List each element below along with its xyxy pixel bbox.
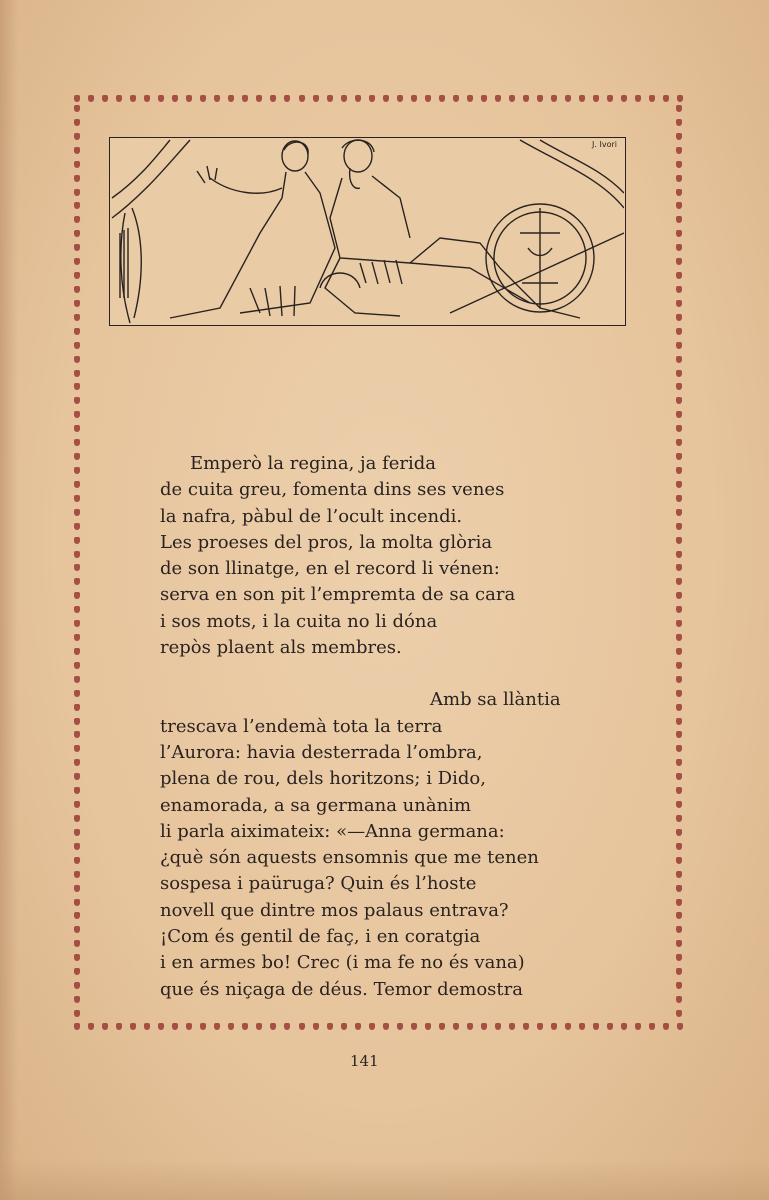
- ornament-glyph: [676, 383, 682, 390]
- ornamental-border-top: [74, 93, 684, 103]
- ornament-glyph: [130, 1023, 136, 1030]
- ornament-glyph: [200, 1023, 206, 1030]
- ornament-glyph: [74, 899, 80, 906]
- ornament-glyph: [228, 1023, 234, 1030]
- ornament-glyph: [676, 578, 682, 585]
- ornament-glyph: [676, 676, 682, 683]
- ornament-glyph: [509, 95, 515, 102]
- ornament-glyph: [74, 202, 80, 209]
- ornament-glyph: [102, 1023, 108, 1030]
- ornament-glyph: [537, 95, 543, 102]
- ornament-glyph: [593, 1023, 599, 1030]
- ornament-glyph: [579, 95, 585, 102]
- ornament-glyph: [116, 1023, 122, 1030]
- ornament-glyph: [74, 439, 80, 446]
- ornament-glyph: [88, 95, 94, 102]
- ornament-glyph: [676, 133, 682, 140]
- ornament-glyph: [74, 620, 80, 627]
- ornament-glyph: [621, 1023, 627, 1030]
- ornament-glyph: [397, 1023, 403, 1030]
- ornament-glyph: [579, 1023, 585, 1030]
- ornament-glyph: [676, 453, 682, 460]
- ornament-glyph: [453, 95, 459, 102]
- ornament-glyph: [676, 815, 682, 822]
- ornament-glyph: [74, 648, 80, 655]
- ornament-glyph: [676, 718, 682, 725]
- ornament-glyph: [523, 95, 529, 102]
- ornament-glyph: [74, 871, 80, 878]
- ornament-glyph: [523, 1023, 529, 1030]
- ornament-glyph: [676, 899, 682, 906]
- ornament-glyph: [172, 95, 178, 102]
- illustrator-signature: J. Ivori: [592, 140, 617, 149]
- ornament-glyph: [74, 676, 80, 683]
- ornament-glyph: [649, 95, 655, 102]
- ornament-glyph: [74, 300, 80, 307]
- ornament-glyph: [256, 1023, 262, 1030]
- ornament-glyph: [214, 95, 220, 102]
- ornament-glyph: [635, 95, 641, 102]
- ornament-glyph: [144, 1023, 150, 1030]
- ornament-glyph: [593, 95, 599, 102]
- ornament-glyph: [74, 690, 80, 697]
- ornament-glyph: [481, 1023, 487, 1030]
- verse-line: la nafra, pàbul de l’ocult incendi.: [160, 505, 463, 527]
- ornament-glyph: [74, 467, 80, 474]
- ornament-glyph: [676, 425, 682, 432]
- ornament-glyph: [74, 704, 80, 711]
- ornament-glyph: [74, 258, 80, 265]
- ornament-glyph: [158, 95, 164, 102]
- ornament-glyph: [537, 1023, 543, 1030]
- ornament-glyph: [74, 105, 80, 112]
- ornament-glyph: [74, 634, 80, 641]
- ornament-glyph: [186, 95, 192, 102]
- verse-body: [160, 451, 620, 1003]
- ornament-glyph: [676, 537, 682, 544]
- ornament-glyph: [621, 95, 627, 102]
- ornament-glyph: [676, 926, 682, 933]
- ornament-glyph: [214, 1023, 220, 1030]
- ornament-glyph: [425, 95, 431, 102]
- ornament-glyph: [74, 829, 80, 836]
- page-edge-shadow: [0, 0, 18, 1200]
- ornament-glyph: [74, 551, 80, 558]
- ornament-glyph: [74, 843, 80, 850]
- ornament-glyph: [676, 105, 682, 112]
- ornament-glyph: [74, 523, 80, 530]
- ornament-glyph: [676, 982, 682, 989]
- ornament-glyph: [676, 161, 682, 168]
- ornament-glyph: [495, 95, 501, 102]
- ornament-glyph: [74, 95, 80, 102]
- ornament-glyph: [676, 523, 682, 530]
- ornament-glyph: [565, 95, 571, 102]
- ornament-glyph: [453, 1023, 459, 1030]
- ornament-glyph: [676, 411, 682, 418]
- ornament-glyph: [397, 95, 403, 102]
- verse-line: l’Aurora: havia desterrada l’ombra,: [160, 741, 483, 763]
- ornament-glyph: [74, 175, 80, 182]
- ornament-glyph: [130, 95, 136, 102]
- ornament-glyph: [102, 95, 108, 102]
- verse-line: trescava l’endemà tota la terra: [160, 715, 443, 737]
- ornament-glyph: [676, 787, 682, 794]
- ornament-glyph: [186, 1023, 192, 1030]
- ornament-glyph: [74, 147, 80, 154]
- ornament-glyph: [74, 773, 80, 780]
- ornament-glyph: [74, 119, 80, 126]
- ornament-glyph: [74, 425, 80, 432]
- ornament-glyph: [313, 95, 319, 102]
- verse-line: ¿què són aquests ensomnis que me tenen: [160, 847, 539, 869]
- ornament-glyph: [355, 1023, 361, 1030]
- ornament-glyph: [439, 1023, 445, 1030]
- ornament-glyph: [676, 258, 682, 265]
- ornament-glyph: [551, 95, 557, 102]
- ornament-glyph: [74, 731, 80, 738]
- ornament-glyph: [676, 704, 682, 711]
- ornament-glyph: [676, 996, 682, 1003]
- ornament-glyph: [256, 95, 262, 102]
- ornament-glyph: [284, 1023, 290, 1030]
- ornament-glyph: [607, 95, 613, 102]
- ornament-glyph: [676, 230, 682, 237]
- ornament-glyph: [74, 662, 80, 669]
- verse-line: que és niçaga de déus. Temor demostra: [160, 978, 523, 1000]
- ornament-glyph: [676, 773, 682, 780]
- ornament-glyph: [74, 286, 80, 293]
- ornament-glyph: [74, 940, 80, 947]
- ornament-glyph: [676, 202, 682, 209]
- ornament-glyph: [676, 801, 682, 808]
- ornament-glyph: [439, 95, 445, 102]
- ornament-glyph: [172, 1023, 178, 1030]
- ornament-glyph: [74, 759, 80, 766]
- ornament-glyph: [467, 95, 473, 102]
- ornament-glyph: [74, 230, 80, 237]
- verse-line: de son llinatge, en el record li vénen:: [160, 558, 500, 580]
- ornament-glyph: [74, 328, 80, 335]
- ornament-glyph: [676, 370, 682, 377]
- ornament-glyph: [676, 119, 682, 126]
- ornament-glyph: [677, 95, 683, 102]
- ornament-glyph: [228, 95, 234, 102]
- verse-line: Les proeses del pros, la molta glòria: [160, 531, 493, 553]
- ornament-glyph: [676, 968, 682, 975]
- ornament-glyph: [74, 1010, 80, 1017]
- ornament-glyph: [74, 370, 80, 377]
- ornament-glyph: [74, 272, 80, 279]
- ornament-glyph: [74, 996, 80, 1003]
- ornament-glyph: [676, 342, 682, 349]
- ornament-glyph: [74, 787, 80, 794]
- ornament-glyph: [327, 95, 333, 102]
- ornament-glyph: [676, 912, 682, 919]
- verse-line: repòs plaent als membres.: [160, 637, 402, 659]
- ornament-glyph: [676, 439, 682, 446]
- ornament-glyph: [425, 1023, 431, 1030]
- ornament-glyph: [242, 95, 248, 102]
- ornament-glyph: [74, 1023, 80, 1030]
- ornament-glyph: [88, 1023, 94, 1030]
- ornamental-border-left: [73, 105, 81, 1017]
- ornament-glyph: [649, 1023, 655, 1030]
- ornament-glyph: [299, 95, 305, 102]
- ornament-glyph: [607, 1023, 613, 1030]
- ornament-glyph: [74, 745, 80, 752]
- ornament-glyph: [341, 95, 347, 102]
- ornament-glyph: [495, 1023, 501, 1030]
- verse-line: serva en son pit l’empremta de sa cara: [160, 584, 516, 606]
- ornament-glyph: [676, 885, 682, 892]
- ornament-glyph: [565, 1023, 571, 1030]
- ornament-glyph: [74, 495, 80, 502]
- ornament-glyph: [467, 1023, 473, 1030]
- ornament-glyph: [74, 885, 80, 892]
- ornament-glyph: [74, 244, 80, 251]
- ornament-glyph: [74, 397, 80, 404]
- page-number: 141: [350, 1052, 379, 1070]
- ornamental-border-right: [675, 105, 683, 1017]
- verse-line: i en armes bo! Crec (i ma fe no és vana): [160, 952, 525, 974]
- ornament-glyph: [144, 95, 150, 102]
- greek-vase-figures-icon: [110, 138, 624, 324]
- ornament-glyph: [327, 1023, 333, 1030]
- verse-line: enamorada, a sa germana unànim: [160, 794, 472, 816]
- ornament-glyph: [676, 843, 682, 850]
- ornament-glyph: [676, 648, 682, 655]
- ornament-glyph: [74, 453, 80, 460]
- ornament-glyph: [676, 147, 682, 154]
- ornament-glyph: [676, 620, 682, 627]
- ornament-glyph: [676, 397, 682, 404]
- ornament-glyph: [200, 95, 206, 102]
- ornament-glyph: [369, 1023, 375, 1030]
- ornamental-border-bottom: [74, 1021, 684, 1031]
- ornament-glyph: [74, 968, 80, 975]
- header-illustration: [109, 137, 626, 326]
- verse-line: plena de rou, dels horitzons; i Dido,: [160, 768, 486, 790]
- ornament-glyph: [481, 95, 487, 102]
- ornament-glyph: [74, 718, 80, 725]
- ornament-glyph: [676, 286, 682, 293]
- ornament-glyph: [676, 175, 682, 182]
- verse-line: ¡Com és gentil de faç, i en coratgia: [160, 926, 481, 948]
- ornament-glyph: [74, 161, 80, 168]
- ornament-glyph: [676, 481, 682, 488]
- ornament-glyph: [676, 662, 682, 669]
- ornament-glyph: [74, 801, 80, 808]
- ornament-glyph: [74, 383, 80, 390]
- ornament-glyph: [74, 509, 80, 516]
- ornament-glyph: [663, 95, 669, 102]
- ornament-glyph: [676, 731, 682, 738]
- verse-line: de cuita greu, fomenta dins ses venes: [160, 479, 505, 501]
- ornament-glyph: [411, 95, 417, 102]
- ornament-glyph: [676, 634, 682, 641]
- stanza-gap: [160, 661, 620, 687]
- ornament-glyph: [341, 1023, 347, 1030]
- ornament-glyph: [74, 356, 80, 363]
- ornament-glyph: [74, 578, 80, 585]
- ornament-glyph: [676, 509, 682, 516]
- ornament-glyph: [676, 606, 682, 613]
- ornament-glyph: [676, 495, 682, 502]
- ornament-glyph: [676, 314, 682, 321]
- ornament-glyph: [677, 1023, 683, 1030]
- ornament-glyph: [74, 216, 80, 223]
- ornament-glyph: [74, 314, 80, 321]
- verse-line: sospesa i paüruga? Quin és l’hoste: [160, 873, 477, 895]
- ornament-glyph: [74, 342, 80, 349]
- ornament-glyph: [551, 1023, 557, 1030]
- ornament-glyph: [74, 954, 80, 961]
- ornament-glyph: [676, 216, 682, 223]
- ornament-glyph: [676, 328, 682, 335]
- ornament-glyph: [158, 1023, 164, 1030]
- verse-line: Emperò la regina, ja ferida: [190, 453, 437, 474]
- ornament-glyph: [74, 411, 80, 418]
- ornament-glyph: [74, 926, 80, 933]
- ornament-glyph: [635, 1023, 641, 1030]
- ornament-glyph: [74, 857, 80, 864]
- ornament-glyph: [509, 1023, 515, 1030]
- ornament-glyph: [676, 857, 682, 864]
- ornament-glyph: [355, 95, 361, 102]
- ornament-glyph: [676, 551, 682, 558]
- ornament-glyph: [676, 272, 682, 279]
- ornament-glyph: [676, 954, 682, 961]
- ornament-glyph: [74, 481, 80, 488]
- ornament-glyph: [270, 1023, 276, 1030]
- ornament-glyph: [676, 1010, 682, 1017]
- ornament-glyph: [676, 759, 682, 766]
- ornament-glyph: [676, 564, 682, 571]
- ornament-glyph: [676, 300, 682, 307]
- ornament-glyph: [74, 564, 80, 571]
- ornament-glyph: [676, 592, 682, 599]
- verse-line: novell que dintre mos palaus entrava?: [160, 899, 509, 921]
- ornament-glyph: [116, 95, 122, 102]
- ornament-glyph: [299, 1023, 305, 1030]
- ornament-glyph: [663, 1023, 669, 1030]
- ornament-glyph: [270, 95, 276, 102]
- ornament-glyph: [74, 189, 80, 196]
- ornament-glyph: [74, 592, 80, 599]
- verse-line: li parla aiximateix: «—Anna germana:: [160, 820, 505, 842]
- ornament-glyph: [411, 1023, 417, 1030]
- ornament-glyph: [74, 912, 80, 919]
- ornament-glyph: [676, 356, 682, 363]
- ornament-glyph: [74, 133, 80, 140]
- ornament-glyph: [383, 95, 389, 102]
- ornament-glyph: [74, 982, 80, 989]
- ornament-glyph: [284, 95, 290, 102]
- page-bottom-shadow: [0, 1160, 769, 1200]
- ornament-glyph: [74, 815, 80, 822]
- ornament-glyph: [242, 1023, 248, 1030]
- ornament-glyph: [676, 940, 682, 947]
- ornament-glyph: [369, 95, 375, 102]
- ornament-glyph: [676, 467, 682, 474]
- ornament-glyph: [676, 690, 682, 697]
- ornament-glyph: [676, 244, 682, 251]
- ornament-glyph: [313, 1023, 319, 1030]
- ornament-glyph: [676, 871, 682, 878]
- ornament-glyph: [676, 745, 682, 752]
- verse-line: Amb sa llàntia: [430, 689, 561, 711]
- ornament-glyph: [74, 537, 80, 544]
- verse-line: i sos mots, i la cuita no li dóna: [160, 610, 438, 632]
- ornament-glyph: [676, 829, 682, 836]
- ornament-glyph: [383, 1023, 389, 1030]
- ornament-glyph: [74, 606, 80, 613]
- ornament-glyph: [676, 189, 682, 196]
